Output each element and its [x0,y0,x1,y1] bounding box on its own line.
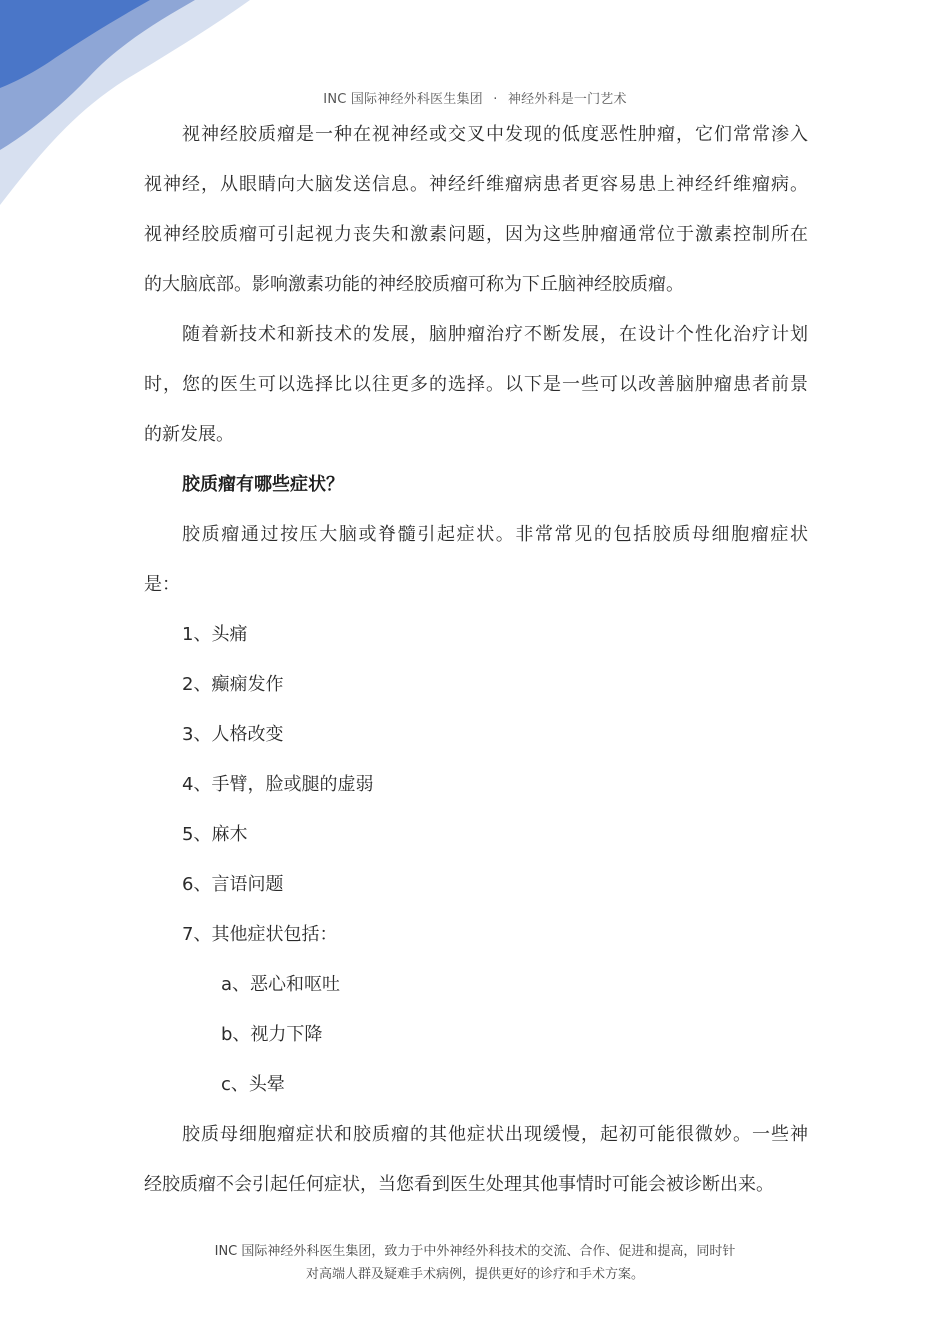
list-item: 1、头痛 [182,624,248,645]
paragraph-line: 视神经胶质瘤是一种在视神经或交叉中发现的低度恶性肿瘤，它们常常渗入 [182,124,808,145]
paragraph-line: 的新发展。 [144,424,234,445]
article-body [144,110,808,1210]
page-footer [0,1240,950,1286]
page-header [0,88,950,107]
paragraph-line: 时，您的医生可以选择比以往更多的选择。以下是一些可以改善脑肿瘤患者前景 [144,374,808,395]
paragraph-line: 的大脑底部。影响激素功能的神经胶质瘤可称为下丘脑神经胶质瘤。 [144,274,684,295]
list-item: 5、麻木 [182,824,248,845]
header-motto: 神经外科是一门艺术 [507,92,627,107]
header-org: INC 国际神经外科医生集团 [323,92,483,107]
sub-list-item: b、视力下降 [221,1024,323,1045]
paragraph-line: 随着新技术和新技术的发展，脑肿瘤治疗不断发展，在设计个性化治疗计划 [182,324,808,345]
paragraph-line: 经胶质瘤不会引起任何症状，当您看到医生处理其他事情时可能会被诊断出来。 [144,1174,774,1195]
sub-list-item: a、恶心和呕吐 [221,974,341,995]
footer-line: 对高端人群及疑难手术病例，提供更好的诊疗和手术方案。 [305,1267,644,1282]
list-item: 3、人格改变 [182,724,284,745]
paragraph-line: 胶质瘤通过按压大脑或脊髓引起症状。非常常见的包括胶质母细胞瘤症状 [182,524,808,545]
header-separator: · [493,92,498,107]
footer-line: INC 国际神经外科医生集团，致力于中外神经外科技术的交流、合作、促进和提高，同时针 [214,1244,736,1259]
sub-list-item: c、头晕 [221,1074,285,1095]
paragraph-line: 视神经胶质瘤可引起视力丧失和激素问题，因为这些肿瘤通常位于激素控制所在 [144,224,808,245]
paragraph-line: 视神经，从眼睛向大脑发送信息。神经纤维瘤病患者更容易患上神经纤维瘤病。 [144,174,808,195]
list-item: 2、癫痫发作 [182,674,284,695]
list-item: 7、其他症状包括： [182,924,338,945]
paragraph-line: 胶质母细胞瘤症状和胶质瘤的其他症状出现缓慢，起初可能很微妙。一些神 [182,1124,808,1145]
list-item: 4、手臂，脸或腿的虚弱 [182,774,374,795]
section-heading: 胶质瘤有哪些症状？ [182,474,344,495]
paragraph-line: 是： [144,574,180,595]
list-item: 6、言语问题 [182,874,284,895]
